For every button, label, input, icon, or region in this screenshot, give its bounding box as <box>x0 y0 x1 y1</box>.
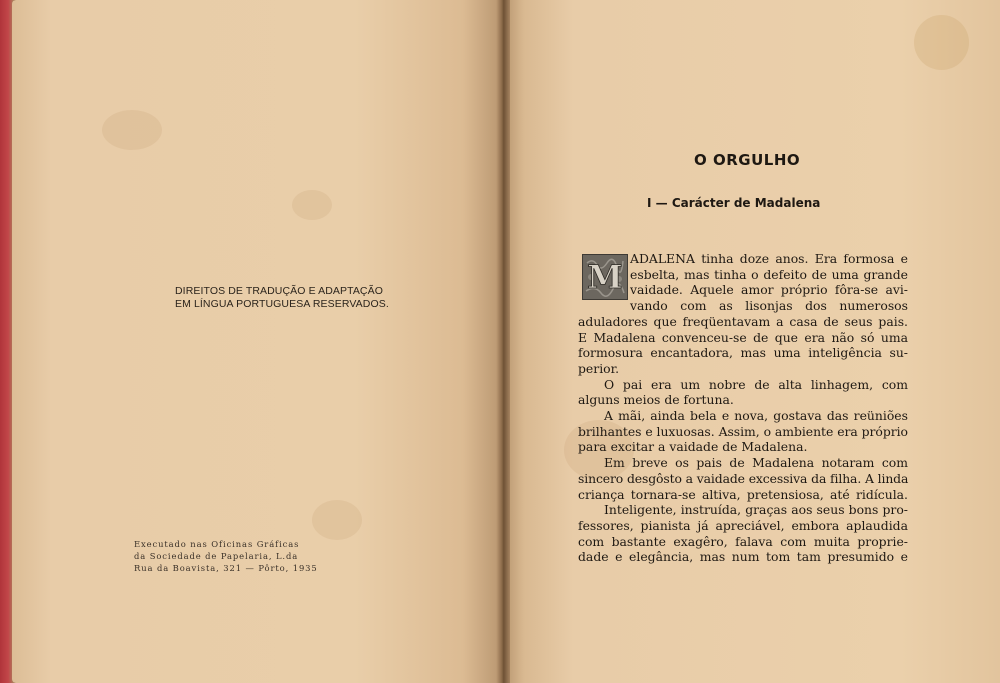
text-line <box>578 518 908 534</box>
paper-stain <box>292 190 332 220</box>
printer-line: Executado nas Oficinas Gráficas <box>134 539 300 549</box>
paper-stain <box>102 110 162 150</box>
chapter-body <box>578 251 908 565</box>
text-line <box>578 377 908 393</box>
text-line <box>578 330 908 346</box>
text-line <box>578 439 908 455</box>
text-line-content: O pai era um nobre de alta linhagem, com <box>604 376 908 392</box>
text-line-content: aduladores que freqüentavam a casa de seus pais. <box>578 313 908 329</box>
paper-stain <box>914 15 969 70</box>
printer-line: da Sociedade de Papelaria, L.da <box>134 551 299 561</box>
rights-line: EM LÍNGUA PORTUGUESA RESERVADOS. <box>175 298 389 310</box>
text-line-content: vaidade. Aquele amor próprio fôra-se avi- <box>630 282 908 298</box>
text-line-content: sincero desgôsto a vaidade excessiva da filha. A linda <box>578 470 909 486</box>
text-line-content: alguns meios de fortuna. <box>578 392 734 408</box>
left-page <box>12 0 502 683</box>
text-line-content: dade e elegância, mas num tom tam presumido e <box>578 549 908 565</box>
text-line-content: vando com as lisonjas dos numerosos <box>630 298 908 314</box>
section-title: I — Carácter de Madalena <box>647 196 821 210</box>
text-line-content: A mãi, ainda bela e nova, gostava das reüniões <box>604 408 908 424</box>
text-line <box>578 408 908 424</box>
text-line-content: E Madalena convenceu-se de que era não só uma <box>578 329 908 345</box>
dropcap-letter: M <box>587 258 623 296</box>
text-line-content: brilhantes e luxuosas. Assim, o ambiente era próprio <box>578 423 908 439</box>
text-line <box>578 471 908 487</box>
printer-line: Rua da Boavista, 321 — Pôrto, 1935 <box>134 563 318 573</box>
text-line-content: perior. <box>578 360 620 376</box>
text-line <box>578 361 908 377</box>
text-line <box>578 345 908 361</box>
text-line-content: Inteligente, instruída, graças aos seus bons pro- <box>604 502 908 518</box>
text-line <box>578 549 908 565</box>
rights-notice <box>175 285 415 311</box>
text-line-content: esbelta, mas tinha o defeito de uma grande <box>630 266 908 282</box>
text-line <box>578 282 908 298</box>
text-line <box>578 298 908 314</box>
paper-stain <box>312 500 362 540</box>
text-line <box>578 455 908 471</box>
text-line <box>578 534 908 550</box>
text-line-content: ADALENA tinha doze anos. Era formosa e <box>630 251 908 266</box>
rights-line: DIREITOS DE TRADUÇÃO E ADAPTAÇÃO <box>175 285 383 297</box>
book-gutter <box>496 0 510 683</box>
text-line <box>578 314 908 330</box>
text-line-content: formosura encantadora, mas uma inteligência su- <box>578 345 908 361</box>
text-line <box>578 251 908 267</box>
text-line <box>578 267 908 283</box>
text-line-content: Em breve os pais de Madalena notaram com <box>604 455 908 471</box>
text-line-content: para excitar a vaidade de Madalena. <box>578 439 808 455</box>
text-line <box>578 424 908 440</box>
text-line-content: fessores, pianista já apreciável, embora aplaudida <box>578 517 908 533</box>
text-line <box>578 502 908 518</box>
printer-info <box>134 538 318 574</box>
text-line-content: com bastante exagêro, falava com muita proprie- <box>578 533 908 549</box>
chapter-title: O ORGULHO <box>694 151 801 169</box>
text-line <box>578 487 908 503</box>
text-line-content: criança tornara-se altiva, pretensiosa, até ridícula. <box>578 486 908 502</box>
text-line <box>578 392 908 408</box>
